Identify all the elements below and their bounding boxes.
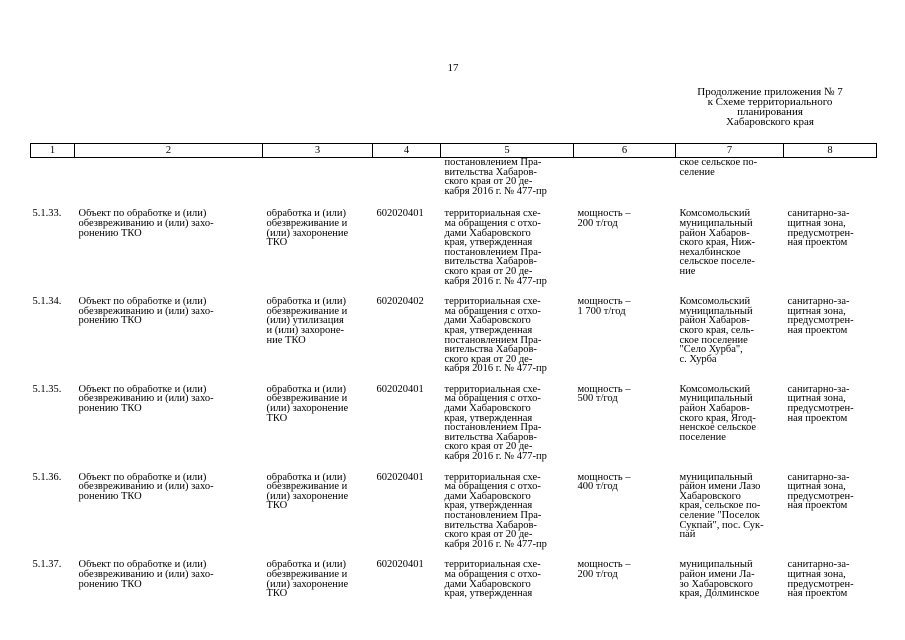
capacity-cell: мощность – 400 т/год (577, 472, 631, 493)
zone-cell: санитарно-за- щитная зона, предусмотрен- ная проектом (787, 209, 854, 249)
capacity-cell: мощность – 200 т/год (577, 209, 631, 229)
purpose-cell: обработка и (или) обезвреживание и (или) утилизация и (или) захороне- ние ТКО (266, 297, 348, 346)
purpose-cell: обработка и (или) обезвреживание и (или) захоронение ТКО (266, 384, 349, 424)
purpose-cell: обработка и (или) обезвреживание и (или) захоронение ТКО (266, 560, 349, 599)
location-cell: ское сельское по- селение (679, 157, 758, 178)
appendix-caption (660, 87, 880, 127)
code-cell (373, 158, 441, 210)
location-cell: муниципальный район имени Ла- зо Хабаровского края, Долминское (679, 560, 760, 599)
objects-table (30, 143, 877, 599)
code-cell: 602020401 (376, 384, 424, 395)
column-header: 1 (31, 144, 75, 158)
table-row (31, 385, 877, 473)
location-cell: Комсомольский муниципальный район Хабаров- ского края, сель- ское поселение "Село Хурба", с. Хурба (679, 297, 754, 365)
location-cell: Комсомольский муниципальный район Хабаров- ского края, Ягод- ненское сельское поселение (679, 384, 757, 443)
row-number-cell: 5.1.34. (32, 297, 62, 308)
capacity-cell: мощность – 500 т/год (577, 384, 631, 405)
column-header: 3 (263, 144, 373, 158)
location-cell: Комсомольский муниципальный район Хабаров- ского края, Ниж- нехалбинское сельское поселе- ние (679, 209, 755, 277)
row-number-cell: 5.1.35. (32, 384, 62, 395)
purpose-cell: обработка и (или) обезвреживание и (или) захоронение ТКО (266, 209, 349, 249)
basis-document-cell: территориальная схе- ма обращения с отхо- дами Хабаровского края, утвержденная постановлением Пра- вительства Хабаров- ского края от 20 де- кабря 2016 г. № 477-пр (444, 472, 547, 550)
basis-document-cell: территориальная схе- ма обращения с отхо- дами Хабаровского края, утвержденная (444, 560, 541, 599)
table-row (31, 560, 877, 598)
object-name-cell: Объект по обработке и (или) обезвреживанию и (или) захо- ронению ТКО (78, 209, 214, 239)
object-name-cell: Объект по обработке и (или) обезвреживанию и (или) захо- ронению ТКО (78, 560, 214, 590)
code-cell: 602020402 (376, 297, 424, 308)
caption-line: планирования (737, 106, 803, 118)
purpose-cell: обработка и (или) обезвреживание и (или) захоронение ТКО (266, 472, 349, 512)
table-row (31, 473, 877, 561)
table-header-row (31, 144, 877, 158)
row-number-cell: 5.1.33. (32, 209, 62, 220)
basis-document-cell: территориальная схе- ма обращения с отхо- дами Хабаровского края, утвержденная постановлением Пра- вительства Хабаров- ского края от 20 де- кабря 2016 г. № 477-пр (444, 297, 547, 375)
row-number-cell (31, 158, 75, 210)
object-name-cell: Объект по обработке и (или) обезвреживанию и (или) захо- ронению ТКО (78, 384, 214, 415)
object-name-cell: Объект по обработке и (или) обезвреживанию и (или) захо- ронению ТКО (78, 472, 214, 502)
basis-document-cell: постановлением Пра- вительства Хабаров- ского края от 20 де- кабря 2016 г. № 477-пр (444, 157, 547, 197)
code-cell: 602020401 (376, 560, 424, 571)
row-number-cell: 5.1.36. (32, 472, 62, 483)
capacity-cell: мощность – 200 т/год (577, 560, 631, 580)
table-body (31, 158, 877, 599)
basis-document-cell: территориальная схе- ма обращения с отхо- дами Хабаровского края, утвержденная постановлением Пра- вительства Хабаров- ского края от 20 де- кабря 2016 г. № 477-пр (444, 209, 547, 287)
column-header: 7 (676, 144, 784, 158)
zone-cell: санитарно-за- щитная зона, предусмотрен- ная проектом (787, 297, 854, 336)
code-cell: 602020401 (376, 472, 424, 483)
purpose-cell (263, 158, 373, 210)
column-header: 2 (75, 144, 263, 158)
zone-cell: санитарно-за- щитная зона, предусмотрен- ная проектом (787, 560, 854, 599)
table-row (31, 209, 877, 297)
object-name-cell (75, 158, 263, 210)
column-header: 6 (574, 144, 676, 158)
capacity-cell (574, 158, 676, 210)
location-cell: муниципальный район имени Лазо Хабаровского края, сельское по- селение "Поселок Сукпай", пос. Сук- пай (679, 472, 764, 541)
column-header: 4 (373, 144, 441, 158)
caption-line: Хабаровского края (726, 116, 814, 128)
caption-line: к Схеме территориального (707, 96, 833, 108)
table-row (31, 297, 877, 385)
column-header: 8 (784, 144, 877, 158)
zone-cell: санитарно-за- щитная зона, предусмотрен- ная проектом (787, 384, 854, 424)
zone-cell (784, 158, 877, 210)
page-number: 17 (447, 62, 459, 74)
caption-line: Продолжение приложения № 7 (697, 86, 843, 98)
basis-document-cell: территориальная схе- ма обращения с отхо- дами Хабаровского края, утвержденная постановлением Пра- вительства Хабаров- ского края от 20 де- кабря 2016 г. № 477-пр (444, 384, 547, 463)
capacity-cell: мощность – 1 700 т/год (577, 297, 631, 317)
zone-cell: санитарно-за- щитная зона, предусмотрен- ная проектом (787, 472, 854, 512)
column-header: 5 (441, 144, 574, 158)
row-number-cell: 5.1.37. (32, 560, 62, 571)
code-cell: 602020401 (376, 209, 424, 220)
object-name-cell: Объект по обработке и (или) обезвреживанию и (или) захо- ронению ТКО (78, 297, 214, 327)
table-row (31, 158, 877, 210)
